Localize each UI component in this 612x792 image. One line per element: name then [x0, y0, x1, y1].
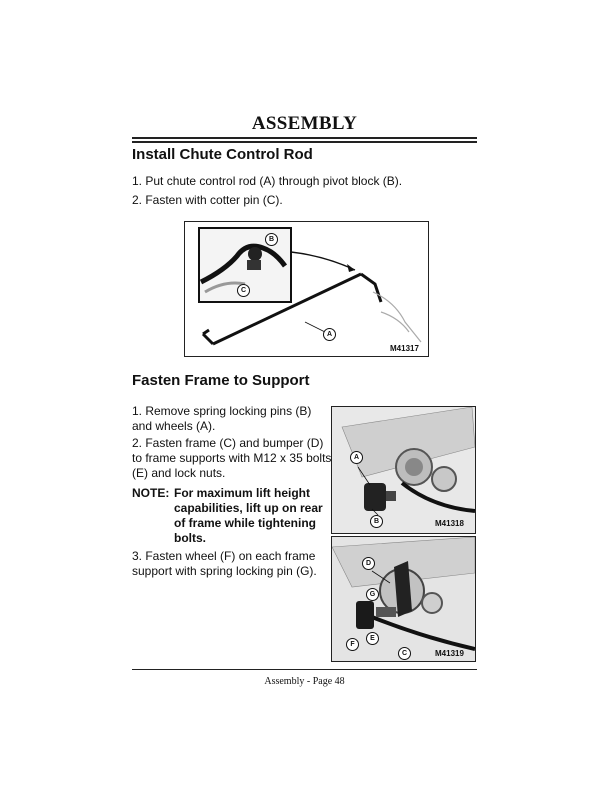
callout-b: B — [265, 233, 278, 246]
chute-rod-illustration — [185, 222, 428, 356]
instruction-step: 1. Remove spring locking pins (B) and wheels (A). — [132, 404, 312, 433]
figure-id: M41319 — [435, 649, 464, 658]
section-heading-frame-support: Fasten Frame to Support — [132, 372, 310, 389]
page-footer: Assembly - Page 48 — [264, 676, 345, 687]
callout-g: G — [366, 588, 379, 601]
callout-d: D — [362, 557, 375, 570]
callout-e: E — [366, 632, 379, 645]
section-heading-chute-control-rod: Install Chute Control Rod — [132, 146, 313, 163]
figure-fasten-wheel — [331, 536, 476, 662]
header-rule-upper — [132, 137, 477, 139]
header-rule-lower — [132, 141, 477, 143]
figure-id: M41318 — [435, 519, 464, 528]
instruction-step: 1. Put chute control rod (A) through pivot block (B). — [132, 174, 403, 188]
note-block — [132, 486, 332, 546]
callout-b: B — [370, 515, 383, 528]
note-text: For maximum lift height capabilities, lift up on rear of frame while tightening bolts. — [174, 486, 323, 545]
instruction-step: 2. Fasten frame (C) and bumper (D) to frame supports with M12 x 35 bolts (E) and lock nuts. — [132, 436, 332, 480]
figure-id: M41317 — [390, 344, 419, 353]
callout-c: C — [237, 284, 250, 297]
figure-remove-wheels — [331, 406, 476, 534]
note-label: NOTE: — [132, 486, 170, 500]
callout-a: A — [350, 451, 363, 464]
callout-c: C — [398, 647, 411, 660]
wheel-support-illustration — [332, 407, 475, 533]
footer-rule — [132, 669, 477, 670]
callout-f: F — [346, 638, 359, 651]
instruction-step: 2. Fasten with cotter pin (C). — [132, 193, 283, 207]
page-title: ASSEMBLY — [251, 113, 358, 134]
instruction-step: 3. Fasten wheel (F) on each frame support with spring locking pin (G). — [132, 549, 317, 578]
figure-chute-control-rod — [184, 221, 429, 357]
callout-a: A — [323, 328, 336, 341]
